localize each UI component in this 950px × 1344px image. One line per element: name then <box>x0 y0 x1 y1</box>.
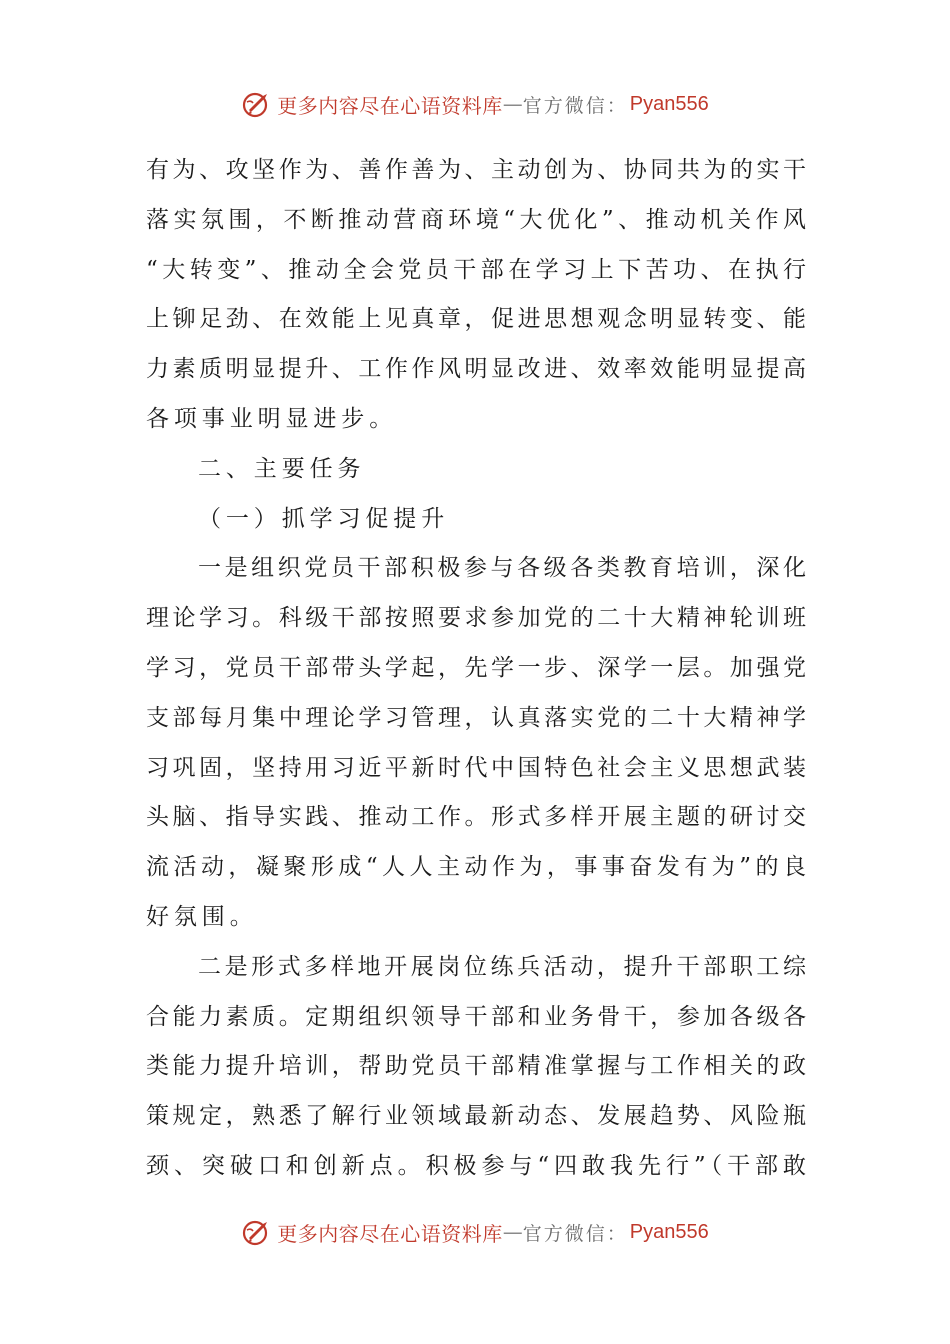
pen-seal-logo-icon <box>241 88 273 120</box>
pen-seal-logo-icon <box>241 1216 273 1248</box>
watermark-wechat-id: Pyan556 <box>629 1220 709 1243</box>
text-line: 上铆足劲、在效能上见真章，促进思想观念明显转变、能 <box>146 306 806 333</box>
text-line: 流活动，凝聚形成“人人主动作为，事事奋发有为”的良 <box>146 854 806 881</box>
text-line: 好氛围。 <box>146 903 258 930</box>
watermark-header <box>0 84 950 124</box>
text-line: 一是组织党员干部积极参与各级各类教育培训，深化 <box>198 555 806 582</box>
text-line: 习巩固，坚持用习近平新时代中国特色社会主义思想武装 <box>146 754 806 781</box>
watermark-footer <box>0 1212 950 1252</box>
text-line: “大转变”、推动全会党员干部在学习上下苦功、在执行 <box>146 256 806 283</box>
watermark-wechat-id: Pyan556 <box>629 92 709 115</box>
text-line: 学习，党员干部带头学起，先学一步、深学一层。加强党 <box>146 654 806 681</box>
text-line: 二、主要任务 <box>198 455 366 482</box>
text-line: 头脑、指导实践、推动工作。形式多样开展主题的研讨交 <box>146 804 806 831</box>
text-line: 策规定，熟悉了解行业领域最新动态、发展趋势、风险瓶 <box>146 1103 806 1130</box>
text-line: 合能力素质。定期组织领导干部和业务骨干，参加各级各 <box>146 1003 806 1030</box>
text-line: 力素质明显提升、工作作风明显改进、效率效能明显提高 <box>146 356 806 383</box>
watermark-separator: — <box>502 92 523 116</box>
text-line: 有为、攻坚作为、善作善为、主动创为、协同共为的实干 <box>146 157 806 183</box>
watermark-brand: 更多内容尽在心语资料库 <box>277 1221 503 1246</box>
document-body <box>146 146 806 1192</box>
text-line: （一）抓学习促提升 <box>198 505 450 532</box>
watermark-official-label: 官方微信： <box>522 1222 628 1245</box>
watermark-separator: — <box>502 1220 523 1244</box>
text-line: 类能力提升培训，帮助党员干部精准掌握与工作相关的政 <box>146 1053 806 1080</box>
text-line: 各项事业明显进步。 <box>146 405 398 432</box>
text-line: 颈、突破口和创新点。积极参与“四敢我先行”（干部敢 <box>146 1152 806 1179</box>
text-line: 理论学习。科级干部按照要求参加党的二十大精神轮训班 <box>146 605 806 632</box>
watermark-brand: 更多内容尽在心语资料库 <box>277 93 503 118</box>
text-line: 支部每月集中理论学习管理，认真落实党的二十大精神学 <box>146 704 806 731</box>
text-line: 二是形式多样地开展岗位练兵活动，提升干部职工综 <box>198 953 806 980</box>
watermark-official-label: 官方微信： <box>522 94 628 117</box>
text-line: 落实氛围，不断推动营商环境“大优化”、推动机关作风 <box>146 206 806 233</box>
